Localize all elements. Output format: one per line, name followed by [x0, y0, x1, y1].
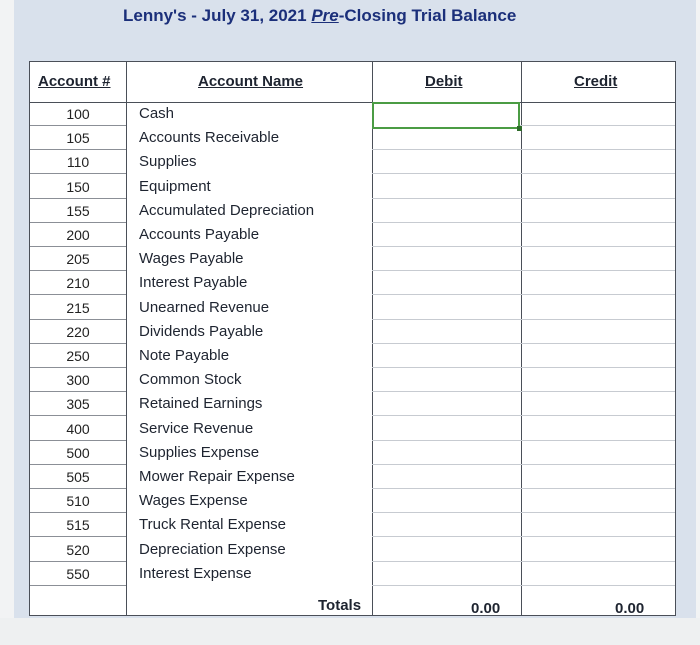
- credit-cell[interactable]: [521, 368, 675, 392]
- debit-cell[interactable]: [372, 417, 521, 441]
- account-number: 205: [66, 251, 90, 268]
- account-number: 155: [66, 202, 90, 219]
- account-name: Interest Payable: [139, 274, 248, 292]
- credit-cell[interactable]: [521, 538, 675, 562]
- table-row: [30, 562, 675, 586]
- credit-cell[interactable]: [521, 392, 675, 416]
- account-name: Supplies Expense: [139, 443, 260, 461]
- table-row: [30, 199, 675, 223]
- credit-cell[interactable]: [521, 126, 675, 150]
- table-row: [30, 271, 675, 295]
- account-name: Mower Repair Expense: [139, 468, 295, 485]
- credit-cell[interactable]: [521, 489, 675, 513]
- debit-cell[interactable]: [372, 489, 521, 513]
- credit-cell[interactable]: [521, 199, 675, 223]
- table-row: [30, 538, 675, 562]
- account-number: 220: [66, 323, 90, 340]
- account-number: 300: [66, 372, 90, 389]
- debit-cell[interactable]: [372, 271, 521, 295]
- debit-cell[interactable]: [372, 296, 521, 320]
- table-row: [30, 102, 675, 126]
- debit-cell[interactable]: [372, 223, 521, 247]
- debit-cell[interactable]: [372, 320, 521, 344]
- account-number: 150: [66, 178, 90, 195]
- account-name: Cash: [139, 105, 175, 122]
- account-name: Common Stock: [139, 371, 242, 389]
- debit-cell[interactable]: [372, 441, 521, 465]
- account-name: Note Payable: [139, 347, 230, 364]
- table-row: [30, 344, 675, 368]
- account-name: Service Revenue: [139, 419, 254, 437]
- account-name: Unearned Revenue: [139, 298, 270, 316]
- credit-cell[interactable]: [521, 102, 675, 126]
- debit-cell[interactable]: [372, 562, 521, 586]
- header-account-name: Account Name: [198, 73, 304, 90]
- trial-balance-table: [29, 61, 676, 616]
- account-number: 105: [66, 130, 90, 147]
- header-debit: Debit: [425, 73, 463, 90]
- credit-cell[interactable]: [521, 465, 675, 489]
- debit-cell[interactable]: [372, 175, 521, 199]
- account-number: 500: [66, 444, 90, 461]
- account-number: 520: [66, 541, 90, 558]
- debit-cell[interactable]: [372, 199, 521, 223]
- debit-cell[interactable]: [372, 465, 521, 489]
- table-row: [30, 441, 675, 465]
- debit-cell[interactable]: [372, 368, 521, 392]
- credit-cell[interactable]: [521, 320, 675, 344]
- credit-cell[interactable]: [521, 513, 675, 537]
- debit-cell[interactable]: [372, 150, 521, 174]
- credit-cell[interactable]: [521, 344, 675, 368]
- credit-cell[interactable]: [521, 247, 675, 271]
- page-bottom-strip: [0, 618, 700, 645]
- account-number: 505: [66, 469, 90, 485]
- credit-cell[interactable]: [521, 441, 675, 465]
- debit-cell[interactable]: [372, 344, 521, 368]
- account-number: 200: [66, 227, 90, 243]
- table-row: [30, 126, 675, 150]
- fill-handle[interactable]: [517, 126, 522, 131]
- account-name: Equipment: [139, 177, 211, 195]
- table-row: [30, 392, 675, 416]
- account-name: Supplies: [139, 153, 197, 171]
- account-name: Accumulated Depreciation: [139, 201, 315, 219]
- table-row: [30, 247, 675, 271]
- table-row: [30, 175, 675, 199]
- account-number: 550: [66, 565, 90, 582]
- table-row: [30, 513, 675, 537]
- title-pre-text: Pre: [311, 6, 339, 25]
- account-number: 250: [66, 348, 90, 364]
- header-account-number: Account #: [38, 73, 111, 90]
- credit-cell[interactable]: [521, 175, 675, 199]
- debit-input-cash[interactable]: [372, 102, 520, 129]
- table-row: [30, 417, 675, 441]
- debit-cell[interactable]: [372, 538, 521, 562]
- debit-cell[interactable]: [372, 126, 521, 150]
- page-title: [0, 6, 700, 26]
- table-row: [30, 150, 675, 174]
- account-number: 210: [66, 275, 90, 292]
- debit-cell[interactable]: [372, 247, 521, 271]
- credit-total: 0.00: [615, 600, 644, 621]
- credit-cell[interactable]: [521, 271, 675, 295]
- table-row: [30, 223, 675, 247]
- account-name: Depreciation Expense: [139, 540, 286, 558]
- credit-cell[interactable]: [521, 150, 675, 174]
- debit-cell[interactable]: [372, 392, 521, 416]
- account-name: Retained Earnings: [139, 395, 263, 413]
- credit-cell[interactable]: [521, 417, 675, 441]
- account-name: Truck Rental Expense: [139, 516, 287, 534]
- account-number: 510: [66, 493, 90, 510]
- account-number: 400: [66, 420, 90, 437]
- debit-cell[interactable]: [372, 513, 521, 537]
- account-name: Dividends Payable: [139, 322, 264, 340]
- table-row: [30, 320, 675, 344]
- table-row: [30, 296, 675, 320]
- title-text: Lenny's - July 31, 2021: [123, 6, 312, 25]
- account-name: Accounts Payable: [139, 226, 260, 243]
- title-suffix-text: -Closing Trial Balance: [338, 6, 517, 25]
- totals-label: Totals: [318, 597, 362, 614]
- account-number: 110: [66, 154, 90, 171]
- credit-cell[interactable]: [521, 562, 675, 586]
- credit-cell[interactable]: [521, 296, 675, 320]
- debit-total: 0.00: [471, 600, 500, 621]
- account-name: Accounts Receivable: [139, 129, 280, 147]
- account-number: 305: [66, 396, 90, 413]
- header-credit: Credit: [574, 73, 618, 90]
- account-name: Wages Expense: [139, 492, 248, 510]
- credit-cell[interactable]: [521, 223, 675, 247]
- account-name: Wages Payable: [139, 250, 244, 268]
- account-name: Interest Expense: [139, 564, 252, 582]
- account-number: 515: [66, 517, 90, 534]
- account-number: 215: [66, 299, 90, 316]
- table-row: [30, 465, 675, 489]
- table-row: [30, 368, 675, 392]
- account-number: 100: [66, 106, 90, 122]
- table-row: [30, 489, 675, 513]
